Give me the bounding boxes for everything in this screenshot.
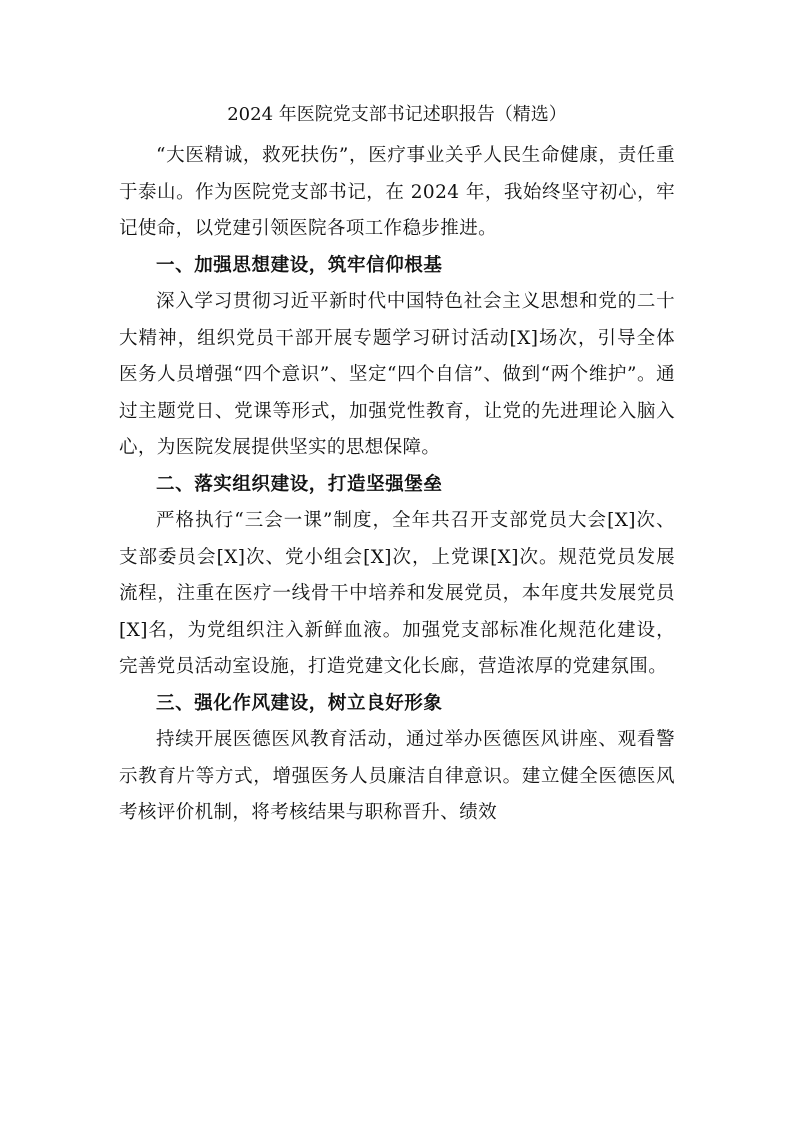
section-2-heading: 二、落实组织建设，打造坚强堡垒 [156,473,443,495]
section-3-body: 持续开展医德医风教育活动，通过举办医德医风讲座、观看警示教育片等方式，增强医务人员廉洁自律意识。建立健全医德医风考核评价机制，将考核结果与职称晋升、绩效 [119,729,675,823]
document-content [119,98,675,832]
section-3-heading: 三、强化作风建设，树立良好形象 [156,692,443,714]
section-1-heading: 一、加强思想建设，筑牢信仰根基 [156,254,443,276]
section-2-body: 严格执行“三会一课”制度，全年共召开支部党员大会[X]次、支部委员会[X]次、党小组会[X]次，上党课[X]次。规范党员发展流程，注重在医疗一线骨干中培养和发展党员，本年度共发展党员[X]名，为党组织注入新鲜血液。加强党支部标准化规范化建设，完善党员活动室设施，打造党建文化长廊，营造浓厚的党建氛围。 [119,510,675,677]
intro-paragraph: “大医精诚，救死扶伤”，医疗事业关乎人民生命健康，责任重于泰山。作为医院党支部书记，在 2024 年，我始终坚守初心，牢记使命，以党建引领医院各项工作稳步推进。 [119,145,675,239]
document-title: 2024 年医院党支部书记述职报告（精选） [227,104,567,125]
section-1-body: 深入学习贯彻习近平新时代中国特色社会主义思想和党的二十大精神，组织党员干部开展专题学习研讨活动[X]场次，引导全体医务人员增强“四个意识”、坚定“四个自信”、做到“两个维护”。通过主题党日、党课等形式，加强党性教育，让党的先进理论入脑入心，为医院发展提供坚实的思想保障。 [119,291,675,458]
